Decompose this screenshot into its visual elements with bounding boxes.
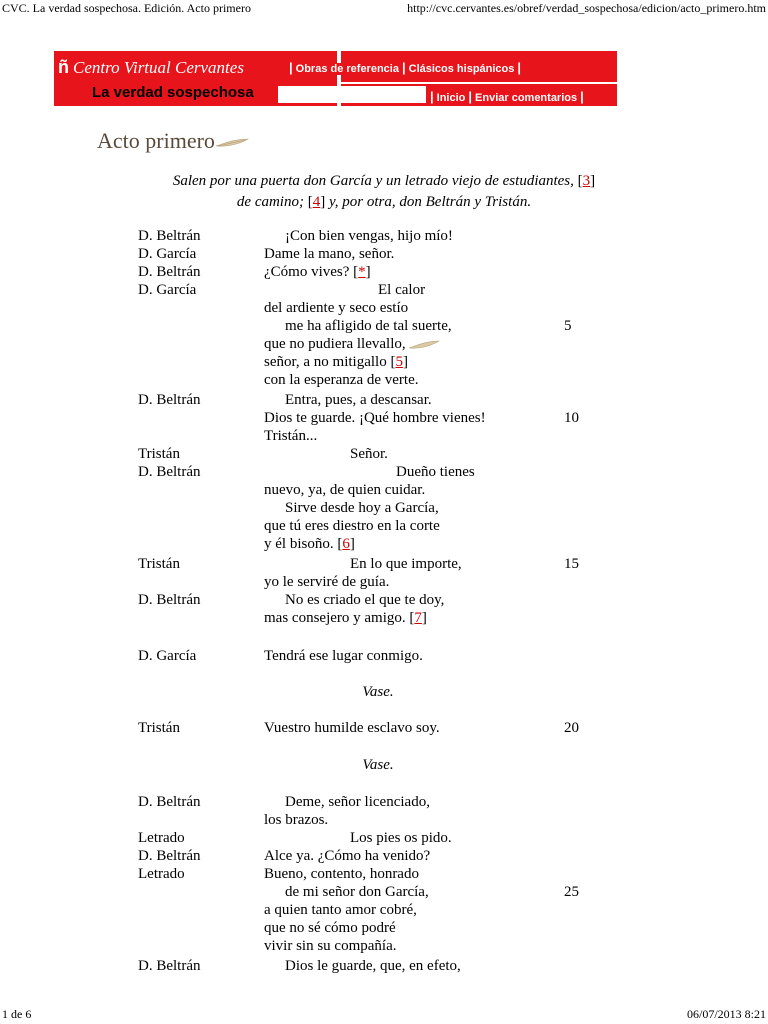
speaker-name: D. García: [138, 282, 197, 298]
verse-line: [350, 829, 452, 847]
verse-text: Dueño tienes: [396, 464, 475, 480]
verse-line: [264, 919, 396, 937]
verse-text: que no sé cómo podré: [264, 920, 396, 936]
verse-line: [264, 427, 317, 445]
verse-number: 5: [564, 318, 572, 334]
verse-text: ¿Cómo vives?: [264, 264, 350, 280]
verse-number: 15: [564, 556, 579, 572]
verse-number: 25: [564, 884, 579, 900]
nav-inicio[interactable]: Inicio: [434, 92, 469, 104]
speaker-name: Letrado: [138, 830, 185, 846]
verse-line: ¿Cómo vives? [*]: [264, 264, 371, 280]
speaker-name: Letrado: [138, 866, 185, 882]
verse-text: Tendrá ese lugar conmigo.: [264, 648, 423, 664]
verse-text: los brazos.: [264, 812, 329, 828]
note-link[interactable]: *: [358, 264, 366, 280]
verse-text: que no pudiera llevallo,: [264, 336, 406, 352]
speaker-name: Tristán: [138, 556, 180, 572]
note-link[interactable]: 5: [395, 354, 403, 370]
nav-clasicos-hispanicos[interactable]: Clásicos hispánicos: [406, 63, 518, 75]
verse-line: [285, 957, 461, 975]
verse-line: [264, 901, 417, 919]
verse-text: yo le serviré de guía.: [264, 574, 390, 590]
banner-blank-field: [278, 86, 426, 103]
stage-direction: Salen por una puerta don García y un letrado viejo de estudiantes, [3] de camino; [4] y, por otra, don Beltrán y Tristán.: [172, 173, 596, 210]
verse-line: [264, 517, 440, 535]
verse-text: El calor: [378, 282, 426, 298]
verse-line: [285, 883, 429, 901]
verse-text: Dios te guarde. ¡Qué hombre vienes!: [264, 410, 486, 426]
verse-text: de mi señor don García,: [285, 884, 429, 900]
verse-line: [285, 591, 444, 609]
speaker-name: Tristán: [138, 720, 180, 736]
speaker-name: D. Beltrán: [138, 848, 201, 864]
stage-direction-line2-post: y, por otra, don Beltrán y Tristán.: [328, 194, 532, 210]
verse-text: No es criado el que te doy,: [285, 592, 445, 608]
verse-line: [396, 463, 475, 481]
speaker-name: D. Beltrán: [138, 392, 201, 408]
feather-icon: [215, 138, 249, 148]
verse-line: [264, 481, 425, 499]
work-title: La verdad sospechosa: [92, 84, 254, 101]
cvc-logo-text: Centro Virtual Cervantes: [73, 58, 244, 77]
verse-text: Bueno, contento, honrado: [264, 866, 419, 882]
print-footer: [0, 1006, 768, 1022]
verse-line: [285, 499, 439, 517]
nav-bottom: | Inicio | Enviar comentarios |: [430, 89, 584, 104]
print-header-title: CVC. La verdad sospechosa. Edición. Acto primero: [2, 1, 251, 15]
verse-line: [285, 793, 430, 811]
verse-text: Vuestro humilde esclavo soy.: [264, 720, 440, 736]
speaker-name: D. Beltrán: [138, 264, 201, 280]
stage-exit: Vase.: [362, 684, 394, 700]
verse-text: me ha afligido de tal suerte,: [285, 318, 452, 334]
verse-line: y él bisoño. [6]: [264, 536, 355, 552]
verse-text: vivir sin su compañía.: [264, 938, 397, 954]
verse-text: ¡Con bien vengas, hijo mío!: [285, 228, 453, 244]
verse-text: En lo que importe,: [350, 556, 462, 572]
verse-text: Dame la mano, señor.: [264, 246, 395, 262]
note-link-3[interactable]: 3: [582, 173, 591, 189]
verse-text: Dios le guarde, que, en efeto,: [285, 958, 461, 974]
feather-note-icon[interactable]: [408, 340, 440, 350]
verse-line: [264, 299, 408, 317]
verse-text: con la esperanza de verte.: [264, 372, 419, 388]
verse-text: del ardiente y seco estío: [264, 300, 409, 316]
act-title: [97, 128, 249, 154]
act-title-text: Acto primero: [97, 128, 215, 153]
verse-text: a quien tanto amor cobré,: [264, 902, 417, 918]
verse-text: Señor.: [350, 446, 388, 462]
verse-line: [264, 847, 430, 865]
speaker-name: D. Beltrán: [138, 464, 201, 480]
verse-line: [350, 445, 388, 463]
verse-number: 20: [564, 720, 579, 736]
verse-text: Deme, señor licenciado,: [285, 794, 430, 810]
verse-line: [264, 865, 419, 883]
verse-text: Entra, pues, a descansar.: [285, 392, 432, 408]
print-footer-page: 1 de 6: [2, 1007, 32, 1021]
speaker-name: Tristán: [138, 446, 180, 462]
note-link[interactable]: 7: [414, 610, 422, 626]
verse-text: nuevo, ya, de quien cuidar.: [264, 482, 426, 498]
print-footer-date: 06/07/2013 8:21: [686, 1007, 766, 1021]
verse-text: que tú eres diestro en la corte: [264, 518, 440, 534]
verse-text: Los pies os pido.: [350, 830, 452, 846]
stage-direction-line1: Salen por una puerta don García y un letrado viejo de estudiantes,: [172, 173, 574, 189]
verse-text: señor, a no mitigallo: [264, 354, 387, 370]
verse-line: [378, 281, 425, 299]
speaker-name: D. Beltrán: [138, 958, 201, 974]
verse-line: [285, 227, 453, 245]
verse-text: Sirve desde hoy a García,: [285, 500, 439, 516]
verse-line: [285, 391, 432, 409]
verse-line: [264, 719, 440, 737]
stage-direction-line2-pre: de camino;: [236, 194, 304, 210]
speaker-name: D. Beltrán: [138, 794, 201, 810]
verse-text: Tristán...: [264, 428, 318, 444]
verse-line: [264, 371, 419, 389]
verse-line: señor, a no mitigallo [5]: [264, 354, 408, 370]
speaker-name: D. García: [138, 648, 197, 664]
verse-line: [350, 555, 462, 573]
note-link[interactable]: 6: [342, 536, 350, 552]
verse-line: [264, 245, 394, 263]
cvc-logo[interactable]: [58, 57, 244, 78]
nav-obras-de-referencia[interactable]: Obras de referencia: [293, 63, 402, 75]
nav-top: | Obras de referencia | Clásicos hispánicos |: [289, 60, 522, 75]
cvc-logo-icon: ñ: [58, 57, 69, 77]
note-link-4[interactable]: 4: [312, 194, 321, 210]
verse-line: [264, 335, 440, 353]
verse-number: 10: [564, 410, 579, 426]
speaker-name: D. Beltrán: [138, 592, 201, 608]
nav-enviar-comentarios[interactable]: Enviar comentarios: [472, 92, 580, 104]
print-header: [0, 0, 768, 16]
speaker-name: D. García: [138, 246, 197, 262]
verse-text: Alce ya. ¿Cómo ha venido?: [264, 848, 431, 864]
verse-line: mas consejero y amigo. [7]: [264, 610, 427, 626]
print-header-url: http://cvc.cervantes.es/obref/verdad_sospechosa/edicion/acto_primero.htm: [407, 1, 766, 15]
stage-exit: Vase.: [362, 757, 394, 773]
verse-line: [285, 317, 452, 335]
verse-line: [264, 409, 486, 427]
speaker-name: D. Beltrán: [138, 228, 201, 244]
verse-text: mas consejero y amigo.: [264, 610, 406, 626]
verse-text: y él bisoño.: [264, 536, 334, 552]
verse-line: [264, 811, 328, 829]
verse-line: [264, 573, 389, 591]
verse-line: [264, 937, 396, 955]
verse-line: [264, 647, 423, 665]
